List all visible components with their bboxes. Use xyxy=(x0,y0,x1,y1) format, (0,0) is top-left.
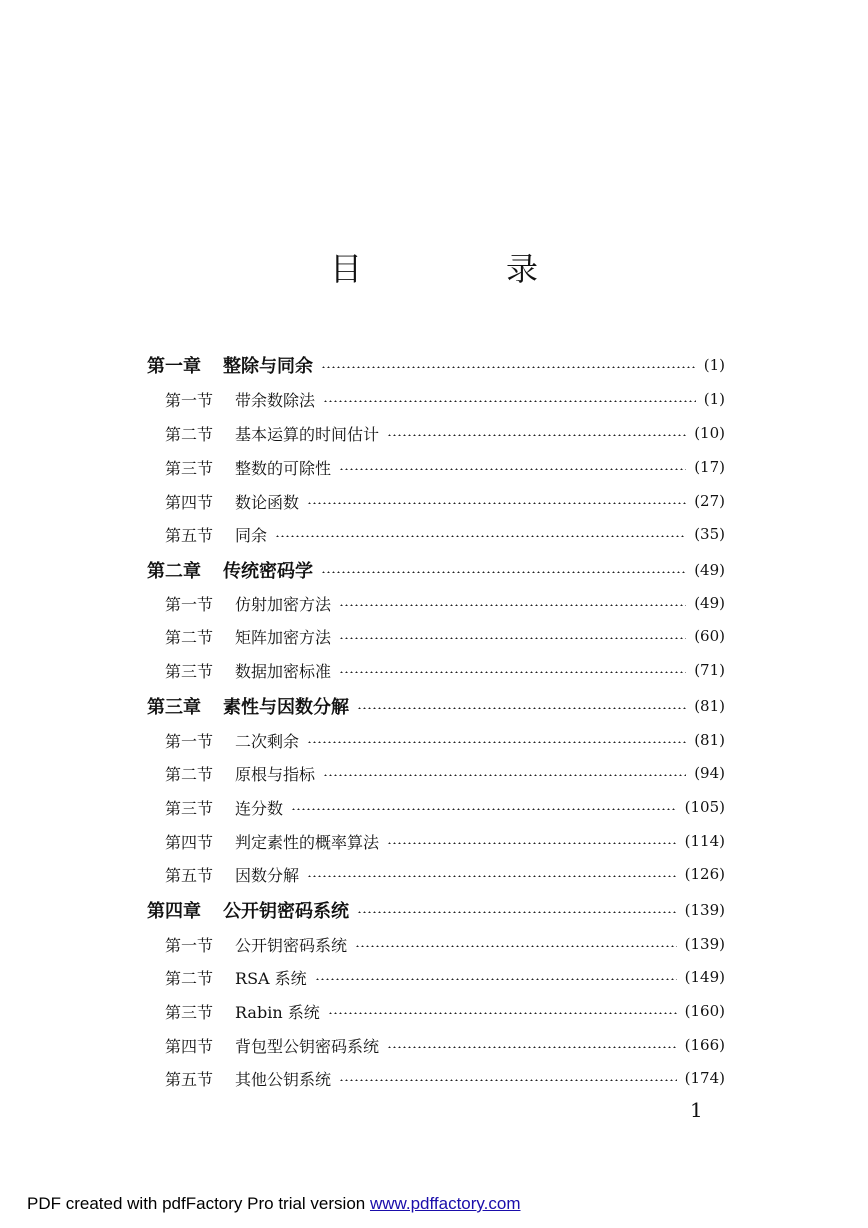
dot-leader xyxy=(339,604,686,606)
footer-text: PDF created with pdfFactory Pro trial version xyxy=(27,1194,370,1213)
entry-label: 第三节 xyxy=(165,798,214,818)
entry-title: 因数分解 xyxy=(235,865,300,885)
entry-title: 整数的可除性 xyxy=(235,458,332,478)
toc-section[interactable] xyxy=(165,960,725,994)
entry-page: (94) xyxy=(694,764,725,782)
dot-leader xyxy=(339,1079,677,1081)
dot-leader xyxy=(321,366,696,368)
toc-section[interactable] xyxy=(165,416,725,450)
entry-title: 传统密码学 xyxy=(223,561,313,582)
dot-leader xyxy=(307,741,686,743)
entry-page: (139) xyxy=(684,935,725,953)
entry-page: (81) xyxy=(694,697,725,715)
toc-chapter-4[interactable] xyxy=(147,893,725,927)
entry-page: (174) xyxy=(684,1069,725,1087)
dot-leader xyxy=(315,978,677,980)
toc-section[interactable] xyxy=(165,653,725,687)
entry-label: 第四节 xyxy=(165,492,214,512)
toc-section[interactable] xyxy=(165,824,725,858)
dot-leader xyxy=(275,535,686,537)
entry-page: (49) xyxy=(694,594,725,612)
toc-section[interactable] xyxy=(165,790,725,824)
entry-label: 第二节 xyxy=(165,424,214,444)
toc-chapter-1[interactable] xyxy=(147,348,725,382)
entry-label: 第一节 xyxy=(165,731,214,751)
toc-section[interactable] xyxy=(165,1028,725,1062)
entry-label: 第五节 xyxy=(165,865,214,885)
entry-page: (60) xyxy=(694,627,725,645)
toc-section[interactable] xyxy=(165,450,725,484)
entry-page: (105) xyxy=(684,798,725,816)
entry-label: 第五节 xyxy=(165,1069,214,1089)
toc-section[interactable] xyxy=(165,1061,725,1095)
entry-label: 第三节 xyxy=(165,1002,214,1022)
dot-leader xyxy=(387,842,677,844)
entry-title: 二次剩余 xyxy=(235,731,300,751)
entry-label: 第三节 xyxy=(165,458,214,478)
entry-title: 公开钥密码系统 xyxy=(235,935,348,955)
toc-section[interactable] xyxy=(165,619,725,653)
entry-title: 带余数除法 xyxy=(235,390,316,410)
page-title: 目 录 xyxy=(329,250,594,288)
entry-title: 背包型公钥密码系统 xyxy=(235,1036,380,1056)
entry-page: (10) xyxy=(694,424,725,442)
dot-leader xyxy=(323,774,686,776)
entry-page: (149) xyxy=(684,968,725,986)
toc-section[interactable] xyxy=(165,723,725,757)
toc-section[interactable] xyxy=(165,586,725,620)
entry-label: 第三节 xyxy=(165,661,214,681)
entry-label: 第一节 xyxy=(165,594,214,614)
entry-title: 连分数 xyxy=(235,798,284,818)
entry-page: (166) xyxy=(684,1036,725,1054)
entry-title: 素性与因数分解 xyxy=(223,697,349,718)
toc-section[interactable] xyxy=(165,857,725,891)
pdf-footer xyxy=(27,1194,521,1214)
toc-section[interactable] xyxy=(165,756,725,790)
toc-section[interactable] xyxy=(165,382,725,416)
entry-page: (139) xyxy=(684,901,725,919)
entry-label: 第四节 xyxy=(165,1036,214,1056)
dot-leader xyxy=(321,571,686,573)
entry-label: 第二节 xyxy=(165,764,214,784)
entry-page: (160) xyxy=(684,1002,725,1020)
dot-leader xyxy=(339,671,686,673)
toc-chapter-2[interactable] xyxy=(147,553,725,587)
entry-title: 基本运算的时间估计 xyxy=(235,424,380,444)
entry-page: (81) xyxy=(694,731,725,749)
entry-label: 第四章 xyxy=(147,901,201,922)
dot-leader xyxy=(355,945,677,947)
dot-leader xyxy=(387,1046,677,1048)
entry-label: 第二节 xyxy=(165,968,214,988)
dot-leader xyxy=(291,808,677,810)
entry-page: (1) xyxy=(703,390,725,408)
entry-title: 同余 xyxy=(235,525,268,545)
entry-label: 第一节 xyxy=(165,935,214,955)
entry-title: RSA 系统 xyxy=(235,968,307,988)
entry-label: 第三章 xyxy=(147,697,201,718)
dot-leader xyxy=(328,1012,677,1014)
entry-title: 公开钥密码系统 xyxy=(223,901,349,922)
dot-leader xyxy=(387,434,686,436)
dot-leader xyxy=(307,502,686,504)
entry-page: (1) xyxy=(703,356,725,374)
entry-page: (35) xyxy=(694,525,725,543)
entry-title: 数论函数 xyxy=(235,492,300,512)
entry-title: 矩阵加密方法 xyxy=(235,627,332,647)
entry-label: 第一节 xyxy=(165,390,214,410)
entry-label: 第四节 xyxy=(165,832,214,852)
dot-leader xyxy=(339,637,686,639)
dot-leader xyxy=(323,400,696,402)
entry-page: (17) xyxy=(694,458,725,476)
toc-section[interactable] xyxy=(165,517,725,551)
entry-title: 仿射加密方法 xyxy=(235,594,332,614)
page-number: 1 xyxy=(690,1098,703,1122)
entry-label: 第一章 xyxy=(147,356,201,377)
dot-leader xyxy=(357,707,686,709)
dot-leader xyxy=(357,911,677,913)
entry-title: 判定素性的概率算法 xyxy=(235,832,380,852)
entry-label: 第二节 xyxy=(165,627,214,647)
toc-section[interactable] xyxy=(165,994,725,1028)
entry-page: (114) xyxy=(684,832,725,850)
entry-title: 整除与同余 xyxy=(223,356,313,377)
entry-page: (71) xyxy=(694,661,725,679)
entry-title: 其他公钥系统 xyxy=(235,1069,332,1089)
entry-page: (126) xyxy=(684,865,725,883)
toc-section[interactable] xyxy=(165,927,725,961)
entry-title: Rabin 系统 xyxy=(235,1002,320,1022)
dot-leader xyxy=(339,468,686,470)
entry-label: 第二章 xyxy=(147,561,201,582)
dot-leader xyxy=(307,875,677,877)
toc-chapter-3[interactable] xyxy=(147,689,725,723)
entry-page: (27) xyxy=(694,492,725,510)
entry-title: 数据加密标准 xyxy=(235,661,332,681)
entry-page: (49) xyxy=(694,561,725,579)
entry-title: 原根与指标 xyxy=(235,764,316,784)
entry-label: 第五节 xyxy=(165,525,214,545)
footer-link[interactable]: www.pdffactory.com xyxy=(369,1194,521,1213)
toc-section[interactable] xyxy=(165,484,725,518)
